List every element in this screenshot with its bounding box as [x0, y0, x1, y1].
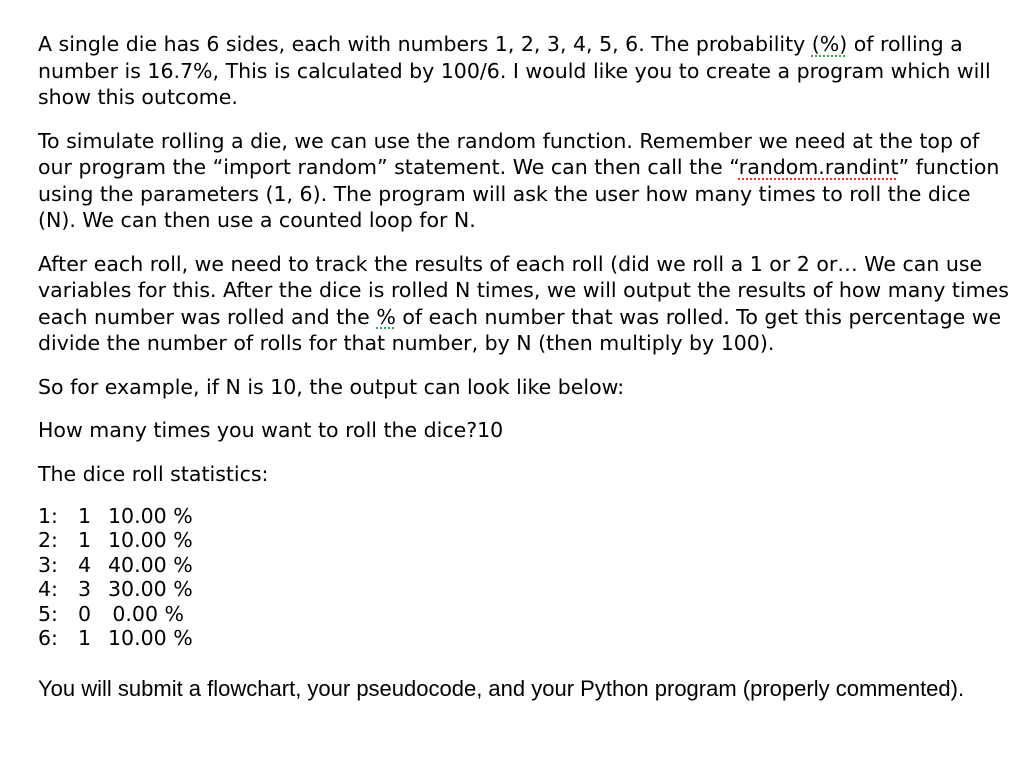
stat-percent: 0.00 % [112, 601, 184, 626]
spelling-flag-randint: random.randint [738, 155, 899, 179]
stat-percent: 10.00 % [108, 626, 193, 651]
stat-count: 1 [78, 528, 92, 553]
stat-count: 4 [78, 552, 92, 577]
grammar-flag-percent-2: % [376, 304, 396, 329]
stat-row [38, 626, 1013, 650]
stat-face: 6: [38, 626, 58, 651]
stat-row [38, 528, 1013, 552]
example-intro: So for example, if N is 10, the output can look like below: [38, 374, 625, 399]
submission-instructions: You will submit a flowchart, your pseudocode, and your Python program (properly commented). [38, 676, 965, 701]
stat-face: 2: [38, 528, 58, 553]
stat-count: 1 [78, 504, 92, 528]
random-function-paragraph: To simulate rolling a die, we can use the random function. Remember we need at the top of our program the “import random” statement. We can then call the “random.randint” function using the parameters (1, 6). The program will ask the user how many times to roll the dice (N). We can then use a counted loop for N. [38, 128, 1000, 232]
intro-paragraph: A single die has 6 sides, each with numbers 1, 2, 3, 4, 5, 6. The probability (%) of rolling a number is 16.7%, This is calculated by 100/6. I would like you to create a program which will show this outcome. [38, 32, 991, 109]
grammar-flag-percent: (%) [811, 32, 848, 56]
stat-row [38, 504, 1013, 528]
stat-percent: 10.00 % [108, 528, 193, 553]
stats-list [38, 504, 1013, 650]
document-body [38, 31, 1013, 650]
stat-row [38, 553, 1013, 577]
tracking-paragraph: After each roll, we need to track the results of each roll (did we roll a 1 or 2 or… We can use variables for this. After the dice is rolled N times, we will output the results of how many times each number was rolled and the % of each number that was rolled. To get this percentage we divide the number of rolls for that number, by N (then multiply by 100). [38, 251, 1009, 355]
stat-face: 4: [38, 577, 58, 602]
stat-count: 3 [78, 577, 92, 602]
example-prompt: How many times you want to roll the dice?10 [38, 418, 504, 442]
stat-count: 1 [78, 626, 92, 651]
example-stats-heading: The dice roll statistics: [38, 461, 269, 486]
stat-count: 0 [78, 601, 92, 626]
stat-percent: 10.00 % [108, 504, 193, 528]
stat-face: 1: [38, 504, 58, 528]
stat-percent: 40.00 % [108, 552, 193, 577]
stat-face: 5: [38, 601, 58, 626]
stat-percent: 30.00 % [108, 577, 193, 602]
stat-row [38, 577, 1013, 601]
stat-face: 3: [38, 552, 58, 577]
stat-row [38, 602, 1013, 626]
